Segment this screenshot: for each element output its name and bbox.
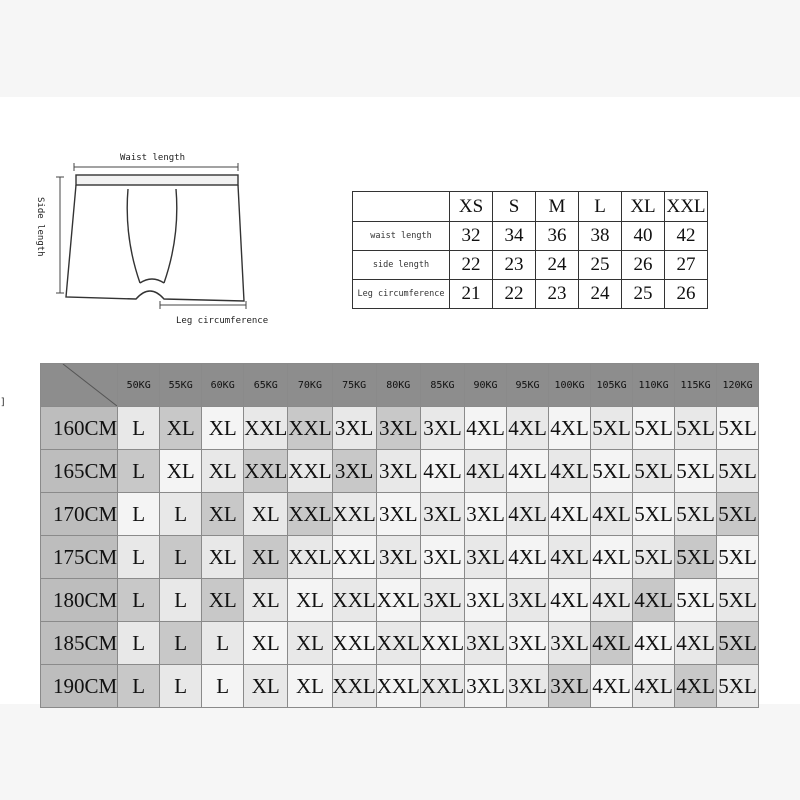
size-cell: 5XL [717, 407, 759, 450]
size-cell: XL [244, 579, 288, 622]
size-cell: 4XL [549, 579, 591, 622]
size-cell: 4XL [675, 665, 717, 708]
size-cell: 3XL [420, 493, 464, 536]
size-cell: L [118, 450, 160, 493]
size-cell: XXL [288, 407, 332, 450]
size-header: XS [450, 192, 493, 222]
size-cell: XL [288, 665, 332, 708]
size-header: XXL [665, 192, 708, 222]
size-cell: 5XL [717, 493, 759, 536]
size-cell: 5XL [633, 407, 675, 450]
size-cell: L [202, 622, 244, 665]
size-cell: 4XL [549, 450, 591, 493]
measurement-value: 24 [579, 280, 622, 309]
size-cell: XXL [332, 579, 376, 622]
size-cell: L [118, 536, 160, 579]
size-cell: 5XL [591, 407, 633, 450]
size-cell: L [160, 622, 202, 665]
size-cell: 3XL [420, 536, 464, 579]
measurement-value: 38 [579, 222, 622, 251]
size-cell: L [118, 622, 160, 665]
size-cell: XL [160, 450, 202, 493]
measurement-value: 25 [622, 280, 665, 309]
height-label: 185CM [41, 622, 118, 665]
size-cell: 4XL [591, 622, 633, 665]
measurement-label: side length [353, 251, 450, 280]
size-cell: 4XL [465, 407, 507, 450]
height-row [41, 450, 759, 493]
height-weight-size-chart [40, 363, 759, 708]
size-cell: 5XL [633, 450, 675, 493]
weight-header: 70KG [288, 364, 332, 407]
size-cell: 4XL [633, 579, 675, 622]
edge-bracket-mark: ] [0, 397, 7, 408]
size-header: L [579, 192, 622, 222]
size-guide-sheet [0, 97, 800, 704]
size-cell: XXL [420, 665, 464, 708]
weight-header: 120KG [717, 364, 759, 407]
leg-dimension-line [160, 301, 246, 309]
height-row [41, 536, 759, 579]
size-cell: 4XL [675, 622, 717, 665]
size-cell: XL [244, 665, 288, 708]
size-cell: XL [202, 407, 244, 450]
size-cell: 3XL [332, 407, 376, 450]
size-cell: XL [244, 536, 288, 579]
size-cell: 3XL [376, 536, 420, 579]
size-cell: XL [288, 579, 332, 622]
size-cell: 4XL [507, 536, 549, 579]
size-cell: XL [244, 622, 288, 665]
size-cell: 5XL [591, 450, 633, 493]
height-row [41, 493, 759, 536]
size-cell: 4XL [633, 622, 675, 665]
size-cell: XL [202, 579, 244, 622]
size-cell: 5XL [717, 665, 759, 708]
size-cell: 4XL [549, 493, 591, 536]
size-cell: XXL [244, 450, 288, 493]
measurement-corner-cell [353, 192, 450, 222]
size-cell: XXL [332, 622, 376, 665]
measurement-row [353, 251, 708, 280]
size-cell: L [118, 579, 160, 622]
size-cell: 3XL [465, 493, 507, 536]
size-cell: XXL [332, 665, 376, 708]
measurement-value: 22 [493, 280, 536, 309]
side-length-label: Side length [35, 197, 45, 257]
weight-header: 80KG [376, 364, 420, 407]
size-cell: 3XL [507, 622, 549, 665]
measurement-value: 34 [493, 222, 536, 251]
size-cell: XXL [288, 450, 332, 493]
measurement-value: 23 [493, 251, 536, 280]
measurement-value: 36 [536, 222, 579, 251]
measurement-value: 32 [450, 222, 493, 251]
measurement-value: 42 [665, 222, 708, 251]
size-cell: XL [202, 450, 244, 493]
garment-outline [66, 175, 244, 301]
size-cell: XXL [244, 407, 288, 450]
height-label: 175CM [41, 536, 118, 579]
size-cell: XXL [420, 622, 464, 665]
size-cell: 5XL [675, 579, 717, 622]
size-cell: 4XL [507, 450, 549, 493]
weight-header: 90KG [465, 364, 507, 407]
size-header: M [536, 192, 579, 222]
measurement-value: 26 [665, 280, 708, 309]
size-cell: 3XL [420, 407, 464, 450]
size-cell: XXL [288, 536, 332, 579]
weight-header: 95KG [507, 364, 549, 407]
size-cell: 5XL [675, 407, 717, 450]
size-cell: 4XL [591, 665, 633, 708]
size-cell: 4XL [549, 536, 591, 579]
height-row [41, 579, 759, 622]
measurement-label: Leg circumference [353, 280, 450, 309]
size-cell: L [160, 493, 202, 536]
weight-header: 105KG [591, 364, 633, 407]
weight-header: 85KG [420, 364, 464, 407]
measurement-value: 40 [622, 222, 665, 251]
size-cell: 5XL [717, 536, 759, 579]
height-label: 170CM [41, 493, 118, 536]
weight-header: 110KG [633, 364, 675, 407]
size-cell: 3XL [420, 579, 464, 622]
measurement-value: 25 [579, 251, 622, 280]
size-cell: XXL [376, 665, 420, 708]
chart-corner-cell [41, 364, 118, 407]
size-cell: 4XL [507, 407, 549, 450]
size-cell: L [160, 536, 202, 579]
size-cell: 4XL [549, 407, 591, 450]
size-cell: 5XL [633, 536, 675, 579]
size-cell: 5XL [675, 493, 717, 536]
size-cell: XL [202, 536, 244, 579]
size-cell: 4XL [591, 579, 633, 622]
size-cell: 4XL [591, 536, 633, 579]
waist-dimension-line [74, 163, 238, 171]
height-label: 165CM [41, 450, 118, 493]
size-cell: XL [288, 622, 332, 665]
measurement-value: 24 [536, 251, 579, 280]
size-cell: 3XL [465, 622, 507, 665]
size-cell: 5XL [717, 622, 759, 665]
height-label: 190CM [41, 665, 118, 708]
measurement-table [352, 191, 708, 309]
size-cell: 4XL [633, 665, 675, 708]
size-cell: XL [202, 493, 244, 536]
weight-header: 65KG [244, 364, 288, 407]
size-cell: 3XL [549, 622, 591, 665]
height-row [41, 622, 759, 665]
size-cell: L [118, 665, 160, 708]
measurement-value: 26 [622, 251, 665, 280]
size-header: XL [622, 192, 665, 222]
weight-header-row [41, 364, 759, 407]
height-row [41, 407, 759, 450]
height-label: 180CM [41, 579, 118, 622]
size-cell: L [160, 665, 202, 708]
side-dimension-line [56, 177, 64, 293]
measurement-value: 23 [536, 280, 579, 309]
measurement-value: 21 [450, 280, 493, 309]
weight-header: 75KG [332, 364, 376, 407]
size-cell: 3XL [332, 450, 376, 493]
size-cell: 3XL [465, 665, 507, 708]
measurement-row [353, 280, 708, 309]
measurement-header-row [353, 192, 708, 222]
weight-header: 115KG [675, 364, 717, 407]
height-row [41, 665, 759, 708]
size-cell: 3XL [549, 665, 591, 708]
height-label: 160CM [41, 407, 118, 450]
size-cell: 3XL [376, 407, 420, 450]
measurement-value: 22 [450, 251, 493, 280]
size-cell: 4XL [420, 450, 464, 493]
size-cell: XXL [376, 579, 420, 622]
size-cell: XXL [288, 493, 332, 536]
size-cell: XXL [332, 536, 376, 579]
size-cell: 4XL [507, 493, 549, 536]
weight-header: 55KG [160, 364, 202, 407]
size-cell: 4XL [465, 450, 507, 493]
size-cell: XXL [332, 493, 376, 536]
size-cell: 5XL [717, 450, 759, 493]
size-cell: 3XL [465, 536, 507, 579]
measurement-label: waist length [353, 222, 450, 251]
size-cell: XL [244, 493, 288, 536]
size-cell: 3XL [465, 579, 507, 622]
size-cell: 5XL [675, 450, 717, 493]
size-cell: 4XL [591, 493, 633, 536]
size-cell: 5XL [717, 579, 759, 622]
size-header: S [493, 192, 536, 222]
size-cell: L [160, 579, 202, 622]
size-cell: 3XL [376, 450, 420, 493]
weight-header: 100KG [549, 364, 591, 407]
size-cell: L [118, 493, 160, 536]
waist-length-label: Waist length [120, 153, 186, 163]
size-cell: 3XL [376, 493, 420, 536]
size-cell: L [118, 407, 160, 450]
size-cell: L [202, 665, 244, 708]
measurement-value: 27 [665, 251, 708, 280]
size-cell: 3XL [507, 665, 549, 708]
size-cell: XXL [376, 622, 420, 665]
leg-circumference-label: Leg circumference [176, 316, 269, 326]
size-cell: XL [160, 407, 202, 450]
size-cell: 5XL [675, 536, 717, 579]
size-cell: 5XL [633, 493, 675, 536]
size-cell: 3XL [507, 579, 549, 622]
weight-header: 50KG [118, 364, 160, 407]
diagonal-divider [41, 364, 117, 406]
weight-header: 60KG [202, 364, 244, 407]
measurement-row [353, 222, 708, 251]
